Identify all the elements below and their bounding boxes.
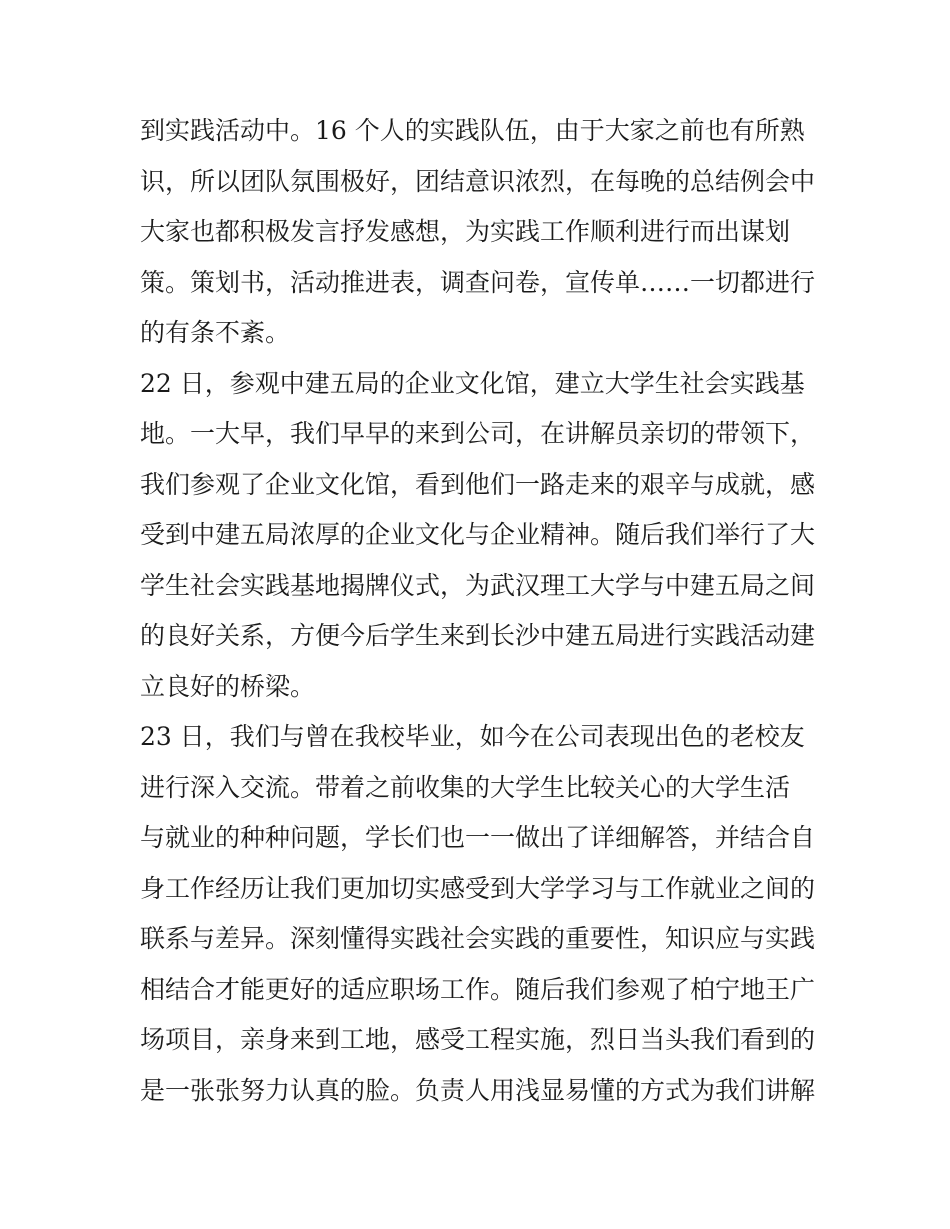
text-line: 我们参观了企业文化馆，看到他们一路走来的艰辛与成就，感 — [140, 469, 816, 499]
text-line: 学生社会实践基地揭牌仪式，为武汉理工大学与中建五局之间 — [140, 570, 816, 600]
text-line: 联系与差异。深刻懂得实践社会实践的重要性，知识应与实践 — [140, 924, 816, 953]
text-line: 是一张张努力认真的脸。负责人用浅显易懂的方式为我们讲解 — [140, 1075, 816, 1105]
text-line: 相结合才能更好的适应职场工作。随后我们参观了柏宁地王广 — [140, 974, 816, 1004]
text-line: 场项目，亲身来到工地，感受工程实施，烈日当头我们看到的 — [140, 1025, 816, 1054]
text-line: 进行深入交流。带着之前收集的大学生比较关心的大学生活 — [140, 772, 791, 802]
text-line: 身工作经历让我们更加切实感受到大学学习与工作就业之间的 — [140, 873, 816, 903]
text-line: 策。策划书，活动推进表，调查问卷，宣传单……一切都进行 — [140, 267, 816, 297]
text-line: 到实践活动中。16 个人的实践队伍，由于大家之前也有所熟 — [140, 116, 805, 145]
text-line: 识，所以团队氛围极好，团结意识浓烈，在每晚的总结例会中 — [140, 166, 816, 196]
text-line: 22 日，参观中建五局的企业文化馆，建立大学生社会实践基 — [140, 368, 805, 398]
text-line: 23 日，我们与曾在我校毕业，如今在公司表现出色的老校友 — [140, 722, 805, 751]
text-line: 立良好的桥梁。 — [140, 671, 316, 701]
text-line: 地。一大早，我们早早的来到公司，在讲解员亲切的带领下， — [140, 419, 816, 448]
text-line: 受到中建五局浓厚的企业文化与企业精神。随后我们举行了大 — [140, 520, 816, 549]
text-line: 的良好关系，方便今后学生来到长沙中建五局进行实践活动建 — [140, 621, 816, 650]
text-line: 大家也都积极发言抒发感想，为实践工作顺利进行而出谋划 — [140, 217, 791, 246]
text-line: 的有条不紊。 — [140, 318, 291, 347]
body-text — [140, 106, 830, 1116]
text-line: 与就业的种种问题，学长们也一一做出了详细解答，并结合自 — [140, 823, 816, 852]
